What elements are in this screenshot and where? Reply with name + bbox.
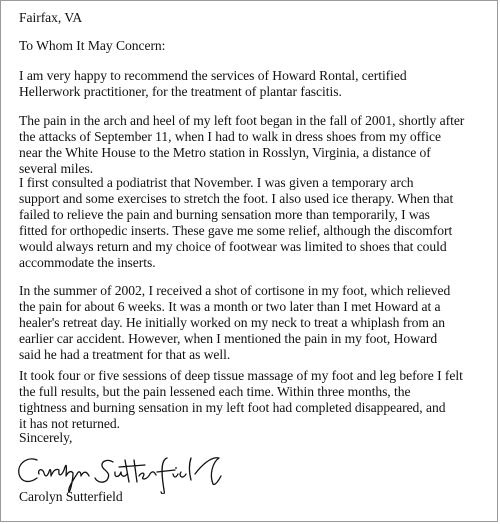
text-line: accommodate the inserts.: [19, 255, 156, 270]
handwritten-signature: [13, 450, 228, 494]
text-line: tightness and burning sensation in my left foot had completed disappeared, and: [19, 400, 446, 415]
text-line: healer's retreat day. He initially worked on my neck to treat a whiplash from an: [19, 315, 445, 330]
paragraph-cortisone: [19, 283, 450, 363]
paragraph-podiatrist: [19, 175, 453, 271]
text-line: near the White House to the Metro station in Rosslyn, Virginia, a distance of: [19, 145, 431, 160]
text-line: In the summer of 2002, I received a shot of cortisone in my foot, which relieved: [19, 283, 451, 298]
text-line: failed to relieve the pain and burning sensation more than temporarily, I was: [19, 207, 430, 222]
text-line: Hellerwork practitioner, for the treatment of plantar fascitis.: [19, 84, 342, 99]
salutation: To Whom It May Concern:: [19, 38, 166, 53]
paragraph-results: [19, 368, 463, 432]
text-line: It took four or five sessions of deep tissue massage of my foot and leg before I felt: [19, 368, 463, 383]
text-line: would always return and my choice of footwear was limited to shoes that could: [19, 239, 447, 254]
text-line: the attacks of September 11, when I had to walk in dress shoes from my office: [19, 129, 441, 144]
paragraph-onset: [19, 113, 464, 177]
printed-name: Carolyn Sutterfield: [19, 489, 123, 504]
text-line: said he had a treatment for that as well.: [19, 347, 231, 362]
text-line: earlier car accident. However, when I mentioned the pain in my foot, Howard: [19, 331, 438, 346]
text-line: The pain in the arch and heel of my left foot began in the fall of 2001, shortly after: [19, 113, 465, 128]
text-line: I first consulted a podiatrist that November. I was given a temporary arch: [19, 175, 414, 190]
text-line: the full results, but the pain lessened each time. Within three months, the: [19, 384, 411, 399]
paragraph-recommendation: [19, 68, 407, 100]
closing: Sincerely,: [19, 430, 73, 445]
text-line: I am very happy to recommend the services of Howard Rontal, certified: [19, 68, 407, 83]
text-line: fitted for orthopedic inserts. These gave me some relief, although the discomfort: [19, 223, 453, 238]
text-line: the pain for about 6 weeks. It was a month or two later than I met Howard at a: [19, 299, 441, 314]
text-line: support and some exercises to stretch the foot. I also used ice therapy. When that: [19, 191, 454, 206]
location-line: Fairfax, VA: [19, 10, 83, 25]
text-line: several miles.: [19, 161, 94, 176]
text-line: it has not returned.: [19, 416, 120, 431]
